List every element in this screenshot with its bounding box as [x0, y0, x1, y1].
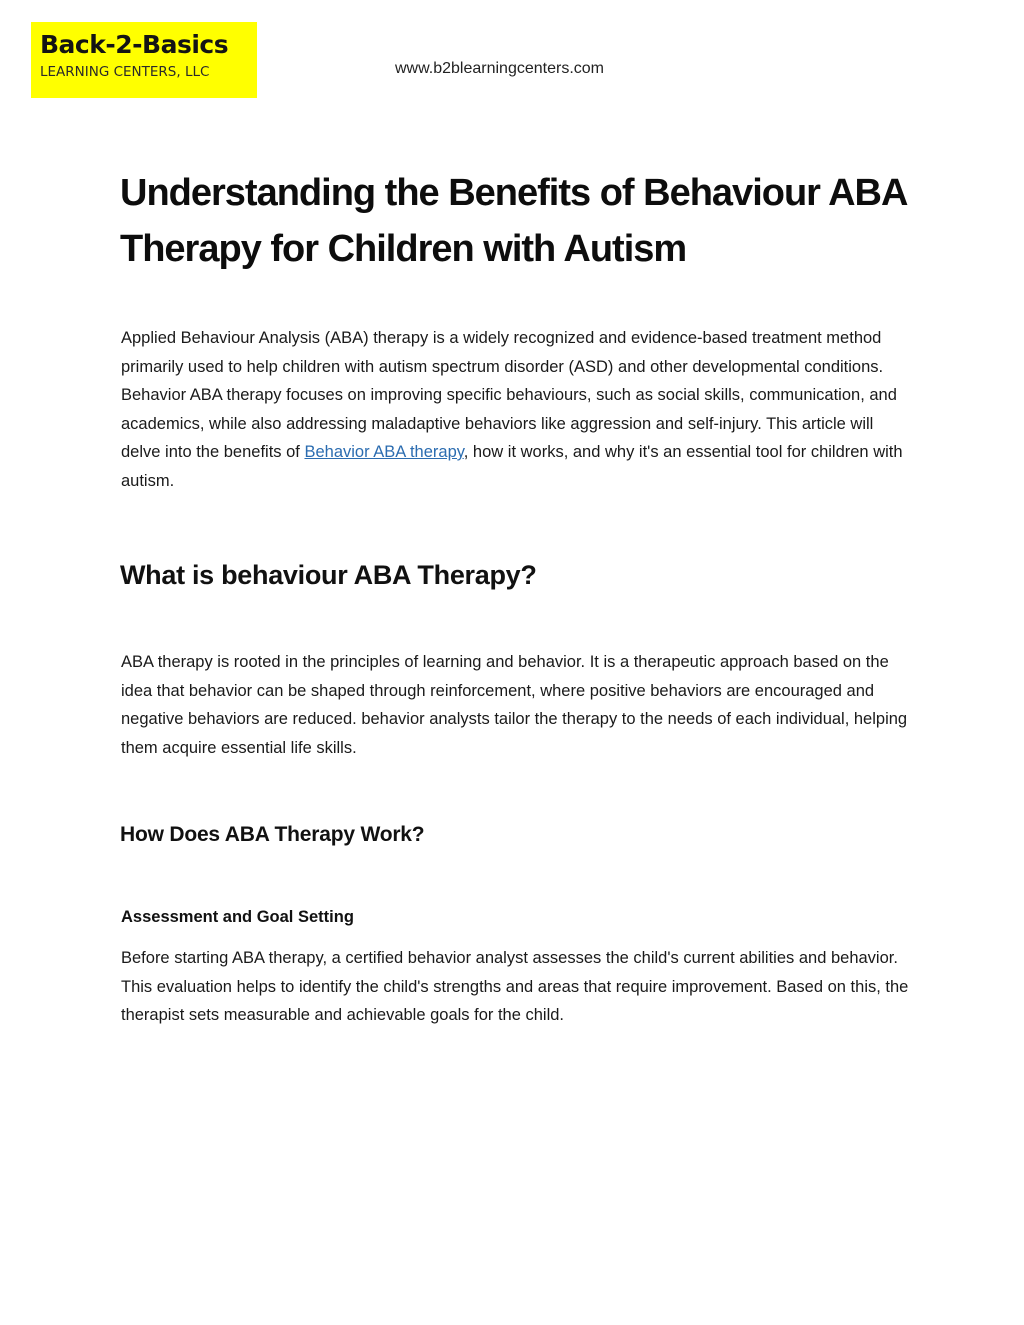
assessment-paragraph: Before starting ABA therapy, a certified behavior analyst assesses the child's current abilities and behavior. This evaluation helps to identify the child's strengths and areas that require improvement. Based on this, the therapist sets measurable and achievable goals for the child. — [121, 949, 909, 1024]
behavior-aba-therapy-link[interactable]: Behavior ABA therapy — [304, 443, 464, 461]
subheading-assessment-goal-setting: Assessment and Goal Setting — [121, 908, 354, 926]
company-logo — [31, 22, 257, 98]
intro-text-before-link: Applied Behaviour Analysis (ABA) therapy is a widely recognized and evidence-based treatment method primarily used to help children with autism spectrum disorder (ASD) and other developmental conditions. Behavior ABA therapy focuses on improving specific behaviours, such as social skills, communication, and academics, while also addressing maladaptive behaviors like aggression and self-injury. This article will delve into the benefits of — [121, 329, 897, 461]
section-heading-what-is-aba: What is behaviour ABA Therapy? — [120, 560, 537, 590]
logo-main-text: Back-2-Basics — [40, 30, 229, 59]
intro-paragraph — [121, 324, 911, 495]
section-heading-how-aba-works: How Does ABA Therapy Work? — [120, 823, 425, 846]
logo-sub-text: LEARNING CENTERS, LLC — [40, 64, 210, 80]
article-title: Understanding the Benefits of Behaviour ABA Therapy for Children with Autism — [120, 172, 907, 270]
what-is-aba-paragraph: ABA therapy is rooted in the principles of learning and behavior. It is a therapeutic approach based on the idea that behavior can be shaped through reinforcement, where positive behaviors are encouraged and negative behaviors are reduced. behavior analysts tailor the therapy to the needs of each individual, helping them acquire essential life skills. — [121, 653, 908, 757]
website-url: www.b2blearningcenters.com — [395, 60, 604, 77]
intro-text-after-link: , how it works, and why it's an essential tool for children with autism. — [121, 443, 903, 490]
